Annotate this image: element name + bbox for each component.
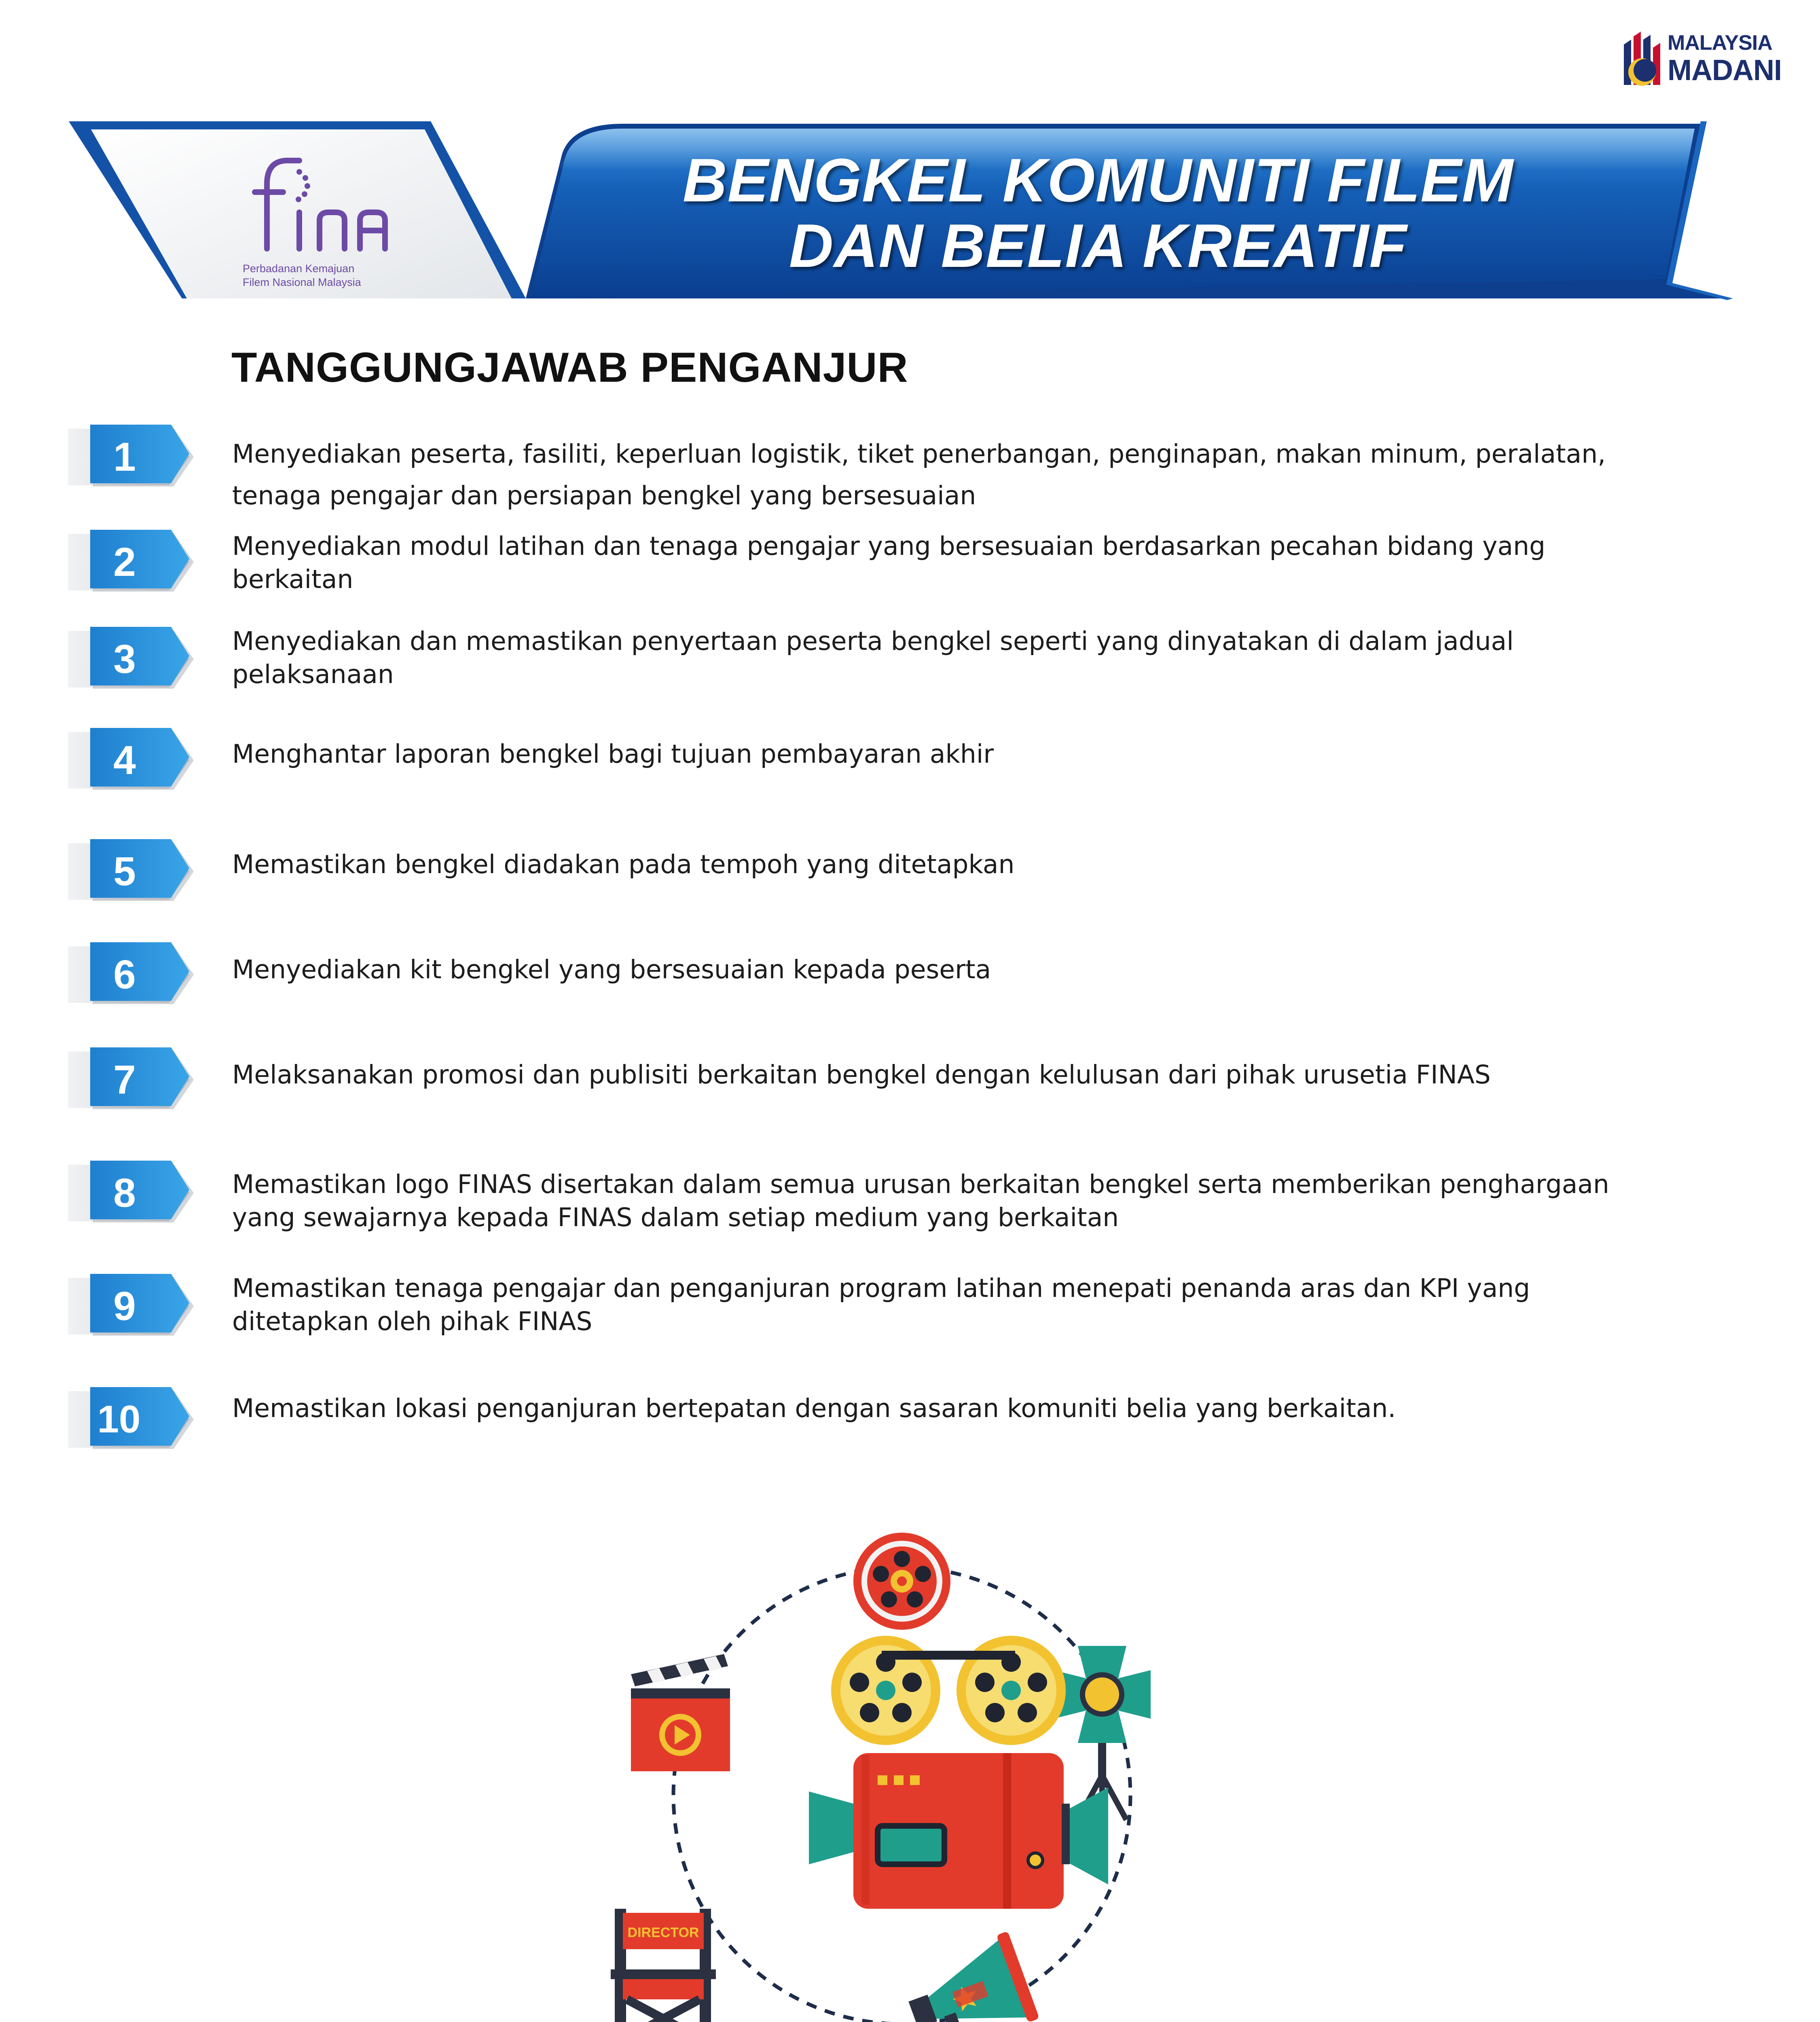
list-item-text (232, 847, 1721, 882)
malaysia-madani-logo (1620, 28, 1784, 89)
list-item-text (232, 952, 1721, 987)
list-item-number: 1 (113, 434, 136, 480)
list-item-line: Menyediakan kit bengkel yang bersesuaian kepada peserta (232, 955, 991, 984)
list-item-line: Memastikan bengkel diadakan pada tempoh yang ditetapkan (232, 850, 1015, 879)
list-item-number: 6 (113, 952, 136, 997)
gov-logo-line2: MADANI (1668, 54, 1782, 87)
film-equipment-illustration (607, 1521, 1197, 2022)
director-chair-icon (611, 1909, 716, 2022)
list-item-number: 4 (113, 737, 136, 783)
director-chair-label: DIRECTOR (627, 1925, 699, 1940)
list-item-line: Menghantar laporan bengkel bagi tujuan pembayaran akhir (232, 739, 994, 769)
finas-tagline-1: Perbadanan Kemajuan (243, 262, 355, 275)
list-item-number-badge (68, 839, 197, 904)
page-title (603, 148, 1594, 279)
list-item-text (232, 530, 1721, 596)
page-title-line2: DAN BELIA KREATIF (789, 212, 1407, 280)
list-item-text (232, 1391, 1721, 1426)
list-item-line: Memastikan logo FINAS disertakan dalam semua urusan berkaitan bengkel serta memberikan penghargaan (232, 1170, 1609, 1199)
section-heading: TANGGUNGJAWAB PENGANJUR (231, 344, 908, 391)
list-item-number-badge (68, 425, 197, 489)
list-item-number-badge (68, 1387, 197, 1452)
list-item-line: ditetapkan oleh pihak FINAS (232, 1307, 593, 1336)
list-item-number-badge (68, 1161, 197, 1225)
gov-logo-line1: MALAYSIA (1668, 31, 1772, 55)
list-item-number-badge (68, 1274, 197, 1339)
list-item-line: Melaksanakan promosi dan publisiti berkaitan bengkel dengan kelulusan dari pihak urusetia FINAS (232, 1060, 1491, 1089)
list-item-text (232, 625, 1721, 691)
page-title-line1: BENGKEL KOMUNITI FILEM (682, 146, 1514, 215)
list-item-line: berkaitan (232, 565, 353, 594)
list-item-line: yang sewajarnya kepada FINAS dalam setiap medium yang berkaitan (232, 1203, 1119, 1232)
finas-wordmark-icon (239, 156, 400, 257)
list-item-number-badge (68, 530, 197, 594)
finas-logo (226, 156, 396, 288)
list-item-number: 9 (113, 1283, 136, 1329)
madani-emblem-icon (1620, 28, 1664, 89)
list-item-line: pelaksanaan (232, 660, 394, 689)
list-item-number: 7 (113, 1057, 136, 1102)
megaphone-icon (897, 1931, 1039, 2022)
list-item-line: Memastikan lokasi penganjuran bertepatan dengan sasaran komuniti belia yang berkaitan. (232, 1394, 1396, 1423)
list-item-text (232, 1058, 1721, 1092)
list-item-number-badge (68, 942, 197, 1007)
list-item-line: Menyediakan dan memastikan penyertaan peserta bengkel seperti yang dinyatakan di dalam jadual (232, 626, 1514, 656)
list-item-number: 3 (113, 636, 136, 682)
list-item-number: 5 (113, 848, 136, 894)
list-item-number: 2 (113, 539, 136, 585)
film-reel-icon (853, 1533, 950, 1630)
list-item-line: Menyediakan modul latihan dan tenaga pengajar yang bersesuaian berdasarkan pecahan bidang yang (232, 531, 1545, 561)
list-item-number-badge (68, 1047, 197, 1112)
list-item-text (232, 1272, 1721, 1338)
list-item-number-badge (68, 627, 197, 692)
list-item-line: tenaga pengajar dan persiapan bengkel yang bersesuaian (232, 481, 976, 510)
list-item-number: 10 (97, 1398, 141, 1441)
list-item-line: Menyediakan peserta, fasiliti, keperluan logistik, tiket penerbangan, penginapan, makan minum, peralatan, (232, 439, 1606, 469)
list-item-number: 8 (113, 1170, 136, 1216)
finas-tagline-2: Filem Nasional Malaysia (243, 276, 361, 288)
list-item-text (232, 1168, 1721, 1234)
list-item-text (232, 737, 1721, 771)
list-item-text (232, 437, 1721, 513)
clapperboard-icon (631, 1654, 730, 1771)
list-item-number-badge (68, 728, 197, 793)
list-item-line: Memastikan tenaga pengajar dan penganjuran program latihan menepati penanda aras dan KPI yang (232, 1273, 1530, 1303)
movie-projector-icon (809, 1636, 1108, 1909)
